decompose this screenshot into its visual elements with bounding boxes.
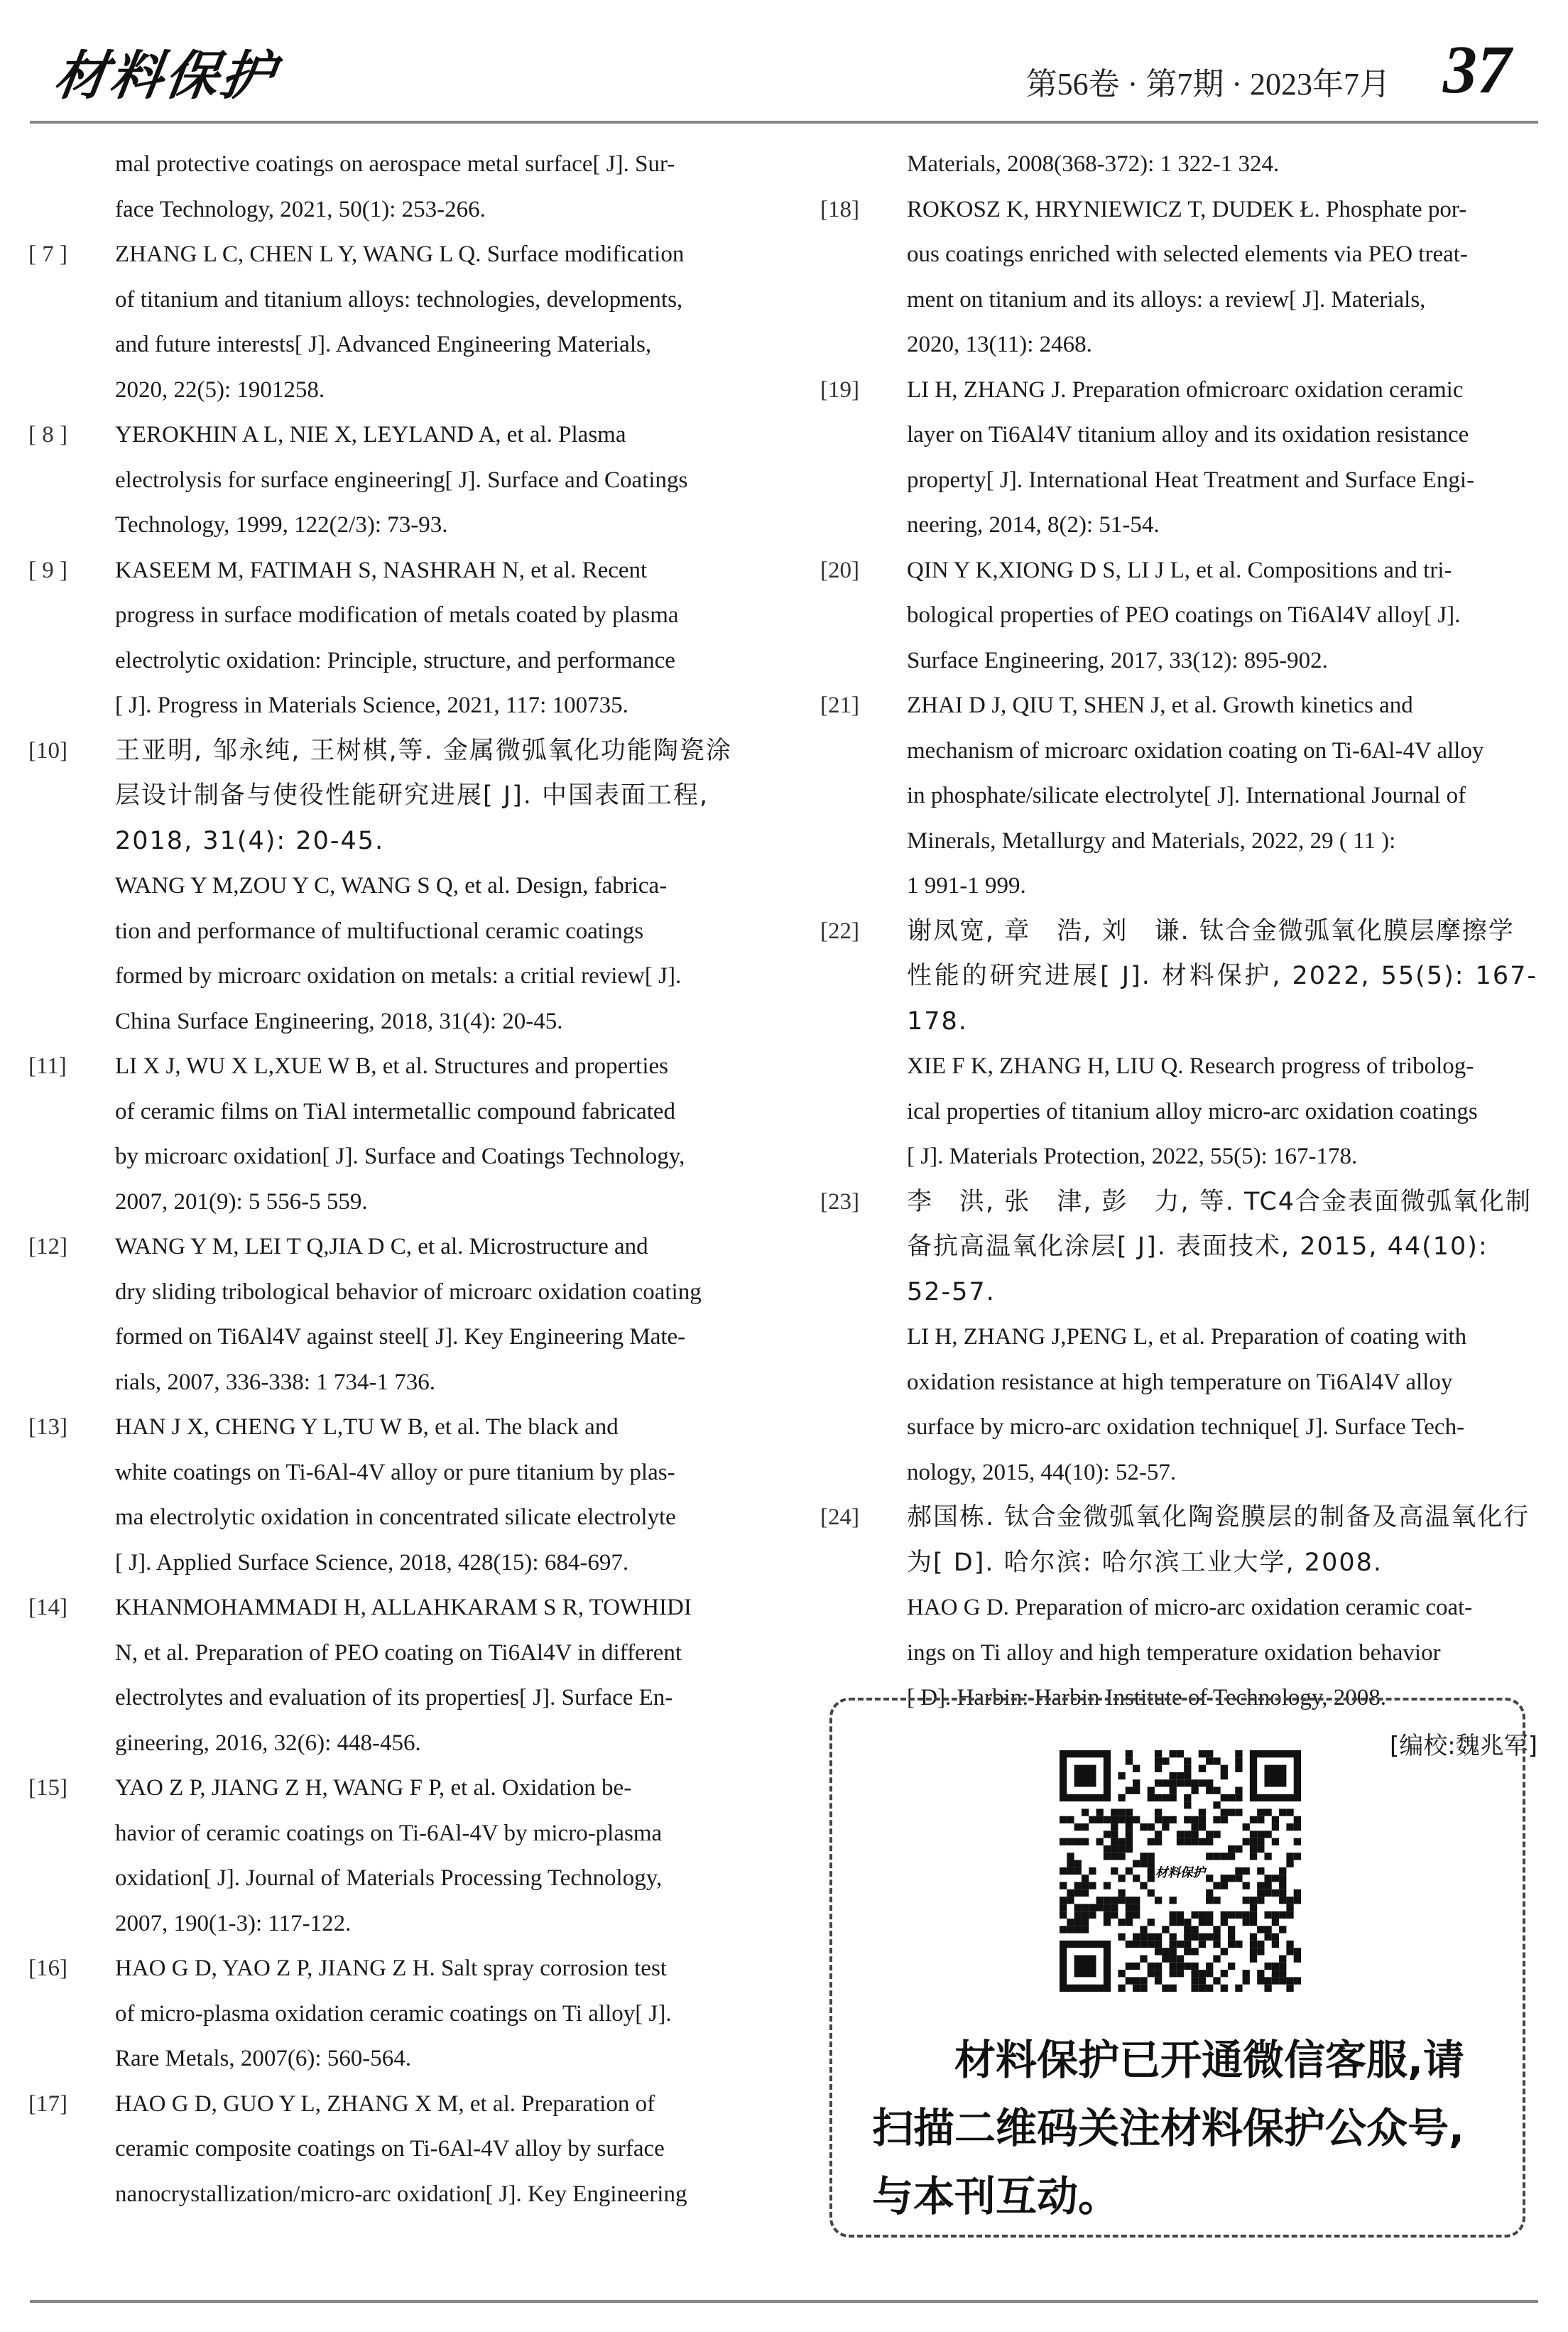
left-column [28, 142, 746, 2217]
reference-line: electrolytic oxidation: Principle, structure, and performance [115, 647, 675, 673]
editor-credit: [编校:魏兆军] [1390, 1731, 1537, 1760]
reference-line: LI H, ZHANG J,PENG L, et al. Preparation of coating with [907, 1324, 1467, 1350]
reference-line: of ceramic films on TiAl intermetallic compound fabricated [115, 1098, 676, 1124]
reference-line: Minerals, Metallurgy and Materials, 2022, 29 ( 11 ): [907, 828, 1396, 854]
reference-number: [19] [820, 376, 859, 403]
reference-item [820, 1495, 1537, 1721]
journal-logo: 材料保护 [50, 48, 281, 106]
reference-number: [16] [28, 1956, 67, 1981]
reference-item [820, 188, 1537, 368]
reference-line: 层设计制备与使役性能研究进展[ J]. 中国表面工程, [115, 781, 709, 810]
reference-line: surface by micro-arc oxidation technique[ J]. Surface Tech- [907, 1414, 1465, 1440]
reference-line: progress in surface modification of metals coated by plasma [115, 602, 679, 628]
reference-line: [ J]. Materials Protection, 2022, 55(5): 167-178. [907, 1144, 1358, 1169]
reference-item [820, 368, 1537, 548]
reference-line: mal protective coatings on aerospace metal surface[ J]. Sur- [115, 151, 675, 177]
reference-line: N, et al. Preparation of PEO coating on Ti6Al4V in different [115, 1639, 682, 1666]
reference-line: dry sliding tribological behavior of microarc oxidation coating [115, 1279, 702, 1305]
reference-item [28, 413, 746, 548]
reference-line: formed by microarc oxidation on metals: a critial review[ J]. [115, 963, 682, 989]
page-number: 37 [1443, 31, 1511, 107]
reference-number: [ 7 ] [28, 242, 67, 267]
reference-item [28, 548, 746, 729]
reference-line: property[ J]. International Heat Treatment and Surface Engi- [907, 467, 1475, 493]
reference-line: oxidation[ J]. Journal of Materials Processing Technology, [115, 1865, 663, 1891]
reference-line: Materials, 2008(368-372): 1 322-1 324. [907, 151, 1280, 177]
reference-line: and future interests[ J]. Advanced Engineering Materials, [115, 332, 652, 357]
reference-line: KHANMOHAMMADI H, ALLAHKARAM S R, TOWHIDI [115, 1595, 692, 1620]
reference-line: formed on Ti6Al4V against steel[ J]. Key Engineering Mate- [115, 1324, 686, 1350]
reference-line: 李 洪, 张 津, 彭 力, 等. TC4合金表面微弧氧化制 [907, 1187, 1532, 1216]
reference-number: [15] [28, 1775, 67, 1801]
reference-line: 性能的研究进展[ J]. 材料保护, 2022, 55(5): 167-178. [907, 962, 1537, 1036]
right-column [820, 142, 1537, 1767]
reference-line: 2020, 13(11): 2468. [907, 332, 1092, 357]
reference-line: ceramic composite coatings on Ti-6Al-4V alloy by surface [115, 2136, 665, 2162]
reference-item [28, 1225, 746, 1405]
reference-line: HAO G D, GUO Y L, ZHANG X M, et al. Preparation of [115, 2090, 655, 2117]
reference-line: in phosphate/silicate electrolyte[ J]. International Journal of [907, 783, 1466, 808]
reference-line: 2020, 22(5): 1901258. [115, 376, 325, 403]
reference-number: [24] [820, 1504, 859, 1530]
qr-center-label: 材料保护 [1155, 1866, 1205, 1881]
reference-number: [23] [820, 1188, 859, 1215]
reference-number: [20] [820, 557, 859, 583]
reference-line: 郝国栋. 钛合金微弧氧化陶瓷膜层的制备及高温氧化行 [907, 1503, 1530, 1531]
reference-line: electrolytes and evaluation of its properties[ J]. Surface En- [115, 1685, 673, 1710]
reference-line: LI X J, WU X L,XUE W B, et al. Structures and properties [115, 1053, 669, 1079]
reference-line: mechanism of microarc oxidation coating on Ti-6Al-4V alloy [907, 737, 1484, 764]
reference-line: neering, 2014, 8(2): 51-54. [907, 512, 1160, 538]
reference-line: electrolysis for surface engineering[ J]. Surface and Coatings [115, 467, 688, 493]
reference-line: [ J]. Progress in Materials Science, 2021, 117: 100735. [115, 693, 628, 718]
reference-item [820, 683, 1537, 909]
reference-line: 2018, 31(4): 20-45. [115, 826, 385, 855]
reference-line: of micro-plasma oxidation ceramic coatings on Ti alloy[ J]. [115, 2000, 672, 2027]
page-header [0, 0, 1568, 121]
reference-line: ZHANG L C, CHEN L Y, WANG L Q. Surface modification [115, 242, 685, 267]
reference-item [28, 1946, 746, 2082]
reference-line: 2007, 201(9): 5 556-5 559. [115, 1188, 368, 1215]
reference-line: XIE F K, ZHANG H, LIU Q. Research progress of tribolog- [907, 1053, 1474, 1079]
reference-line: HAO G D, YAO Z P, JIANG Z H. Salt spray corrosion test [115, 1956, 667, 1981]
reference-number: [12] [28, 1234, 67, 1259]
qr-code-icon[interactable] [1060, 1750, 1301, 1992]
reference-line: ical properties of titanium alloy micro-arc oxidation coatings [907, 1098, 1478, 1124]
reference-line: 为[ D]. 哈尔滨: 哈尔滨工业大学, 2008. [907, 1548, 1383, 1577]
reference-line: 52-57. [907, 1277, 996, 1306]
reference-line: HAN J X, CHENG Y L,TU W B, et al. The black and [115, 1414, 619, 1440]
reference-item [820, 142, 1537, 188]
reference-line: white coatings on Ti-6Al-4V alloy or pure titanium by plas- [115, 1459, 675, 1485]
reference-item [28, 1044, 746, 1225]
reference-line: ment on titanium and its alloys: a review[ J]. Materials, [907, 286, 1426, 313]
reference-line: ZHAI D J, QIU T, SHEN J, et al. Growth kinetics and [907, 693, 1413, 718]
reference-line: [ D]. Harbin: Harbin Institute of Technology, 2008. [907, 1685, 1386, 1710]
reference-line: layer on Ti6Al4V titanium alloy and its oxidation resistance [907, 422, 1469, 448]
reference-line: KASEEM M, FATIMAH S, NASHRAH N, et al. Recent [115, 557, 648, 583]
reference-line: 谢凤宽, 章 浩, 刘 谦. 钛合金微弧氧化膜层摩擦学 [907, 916, 1515, 945]
reference-line: of titanium and titanium alloys: technologies, developments, [115, 286, 683, 313]
reference-line: face Technology, 2021, 50(1): 253-266. [115, 196, 486, 222]
reference-number: [18] [820, 196, 859, 222]
reference-line: ings on Ti alloy and high temperature oxidation behavior [907, 1639, 1441, 1666]
reference-line: 备抗高温氧化涂层[ J]. 表面技术, 2015, 44(10): [907, 1232, 1488, 1261]
reference-line: YAO Z P, JIANG Z H, WANG F P, et al. Oxidation be- [115, 1775, 632, 1801]
reference-item [820, 548, 1537, 684]
footer-rule [30, 2300, 1538, 2303]
reference-line: Surface Engineering, 2017, 33(12): 895-902. [907, 647, 1328, 673]
reference-number: [14] [28, 1595, 67, 1620]
reference-item [820, 1180, 1537, 1496]
reference-line: HAO G D. Preparation of micro-arc oxidation ceramic coat- [907, 1595, 1473, 1620]
reference-number: [13] [28, 1414, 67, 1440]
reference-item [28, 232, 746, 413]
reference-line: Rare Metals, 2007(6): 560-564. [115, 2046, 411, 2071]
reference-line: China Surface Engineering, 2018, 31(4): 20-45. [115, 1008, 563, 1034]
reference-line: QIN Y K,XIONG D S, LI J L, et al. Compositions and tri- [907, 557, 1452, 583]
reference-line: rials, 2007, 336-338: 1 734-1 736. [115, 1369, 435, 1395]
reference-line: WANG Y M,ZOU Y C, WANG S Q, et al. Design, fabrica- [115, 873, 668, 899]
reference-number: [ 9 ] [28, 557, 67, 583]
reference-line: tion and performance of multifuctional ceramic coatings [115, 918, 644, 944]
reference-line: [ J]. Applied Surface Science, 2018, 428(15): 684-697. [115, 1549, 629, 1576]
reference-line: WANG Y M, LEI T Q,JIA D C, et al. Microstructure and [115, 1234, 648, 1259]
reference-item [28, 1585, 746, 1766]
reference-line: ous coatings enriched with selected elements via PEO treat- [907, 242, 1468, 267]
reference-item [28, 1405, 746, 1585]
reference-line: nanocrystallization/micro-arc oxidation[ J]. Key Engineering [115, 2181, 687, 2207]
reference-line: LI H, ZHANG J. Preparation ofmicroarc oxidation ceramic [907, 376, 1464, 403]
reference-line: 王亚明, 邹永纯, 王树棋,等. 金属微弧氧化功能陶瓷涂 [115, 736, 732, 765]
header-rule [30, 121, 1538, 124]
reference-item [28, 1766, 746, 1946]
issue-info: 第56卷 · 第7期 · 2023年7月 [1025, 67, 1390, 102]
reference-line: 1 991-1 999. [907, 873, 1026, 899]
reference-number: [10] [28, 737, 67, 764]
reference-line: ROKOSZ K, HRYNIEWICZ T, DUDEK Ł. Phosphate por- [907, 196, 1467, 222]
reference-line: bological properties of PEO coatings on Ti6Al4V alloy[ J]. [907, 602, 1461, 628]
reference-item [820, 909, 1537, 1180]
reference-number: [21] [820, 693, 859, 718]
reference-line: ma electrolytic oxidation in concentrated silicate electrolyte [115, 1504, 676, 1530]
reference-line: oxidation resistance at high temperature on Ti6Al4V alloy [907, 1369, 1453, 1395]
reference-line: gineering, 2016, 32(6): 448-456. [115, 1730, 421, 1756]
reference-line: nology, 2015, 44(10): 52-57. [907, 1459, 1177, 1485]
reference-line: 2007, 190(1-3): 117-122. [115, 1910, 352, 1936]
promo-text: 材料保护已开通微信客服,请扫描二维码关注材料保护公众号,与本刊互动。 [872, 2036, 1465, 2220]
reference-line: YEROKHIN A L, NIE X, LEYLAND A, et al. Plasma [115, 422, 626, 448]
reference-number: [ 8 ] [28, 422, 67, 448]
reference-item [28, 142, 746, 232]
reference-number: [11] [28, 1053, 67, 1079]
reference-number: [17] [28, 2090, 67, 2117]
reference-number: [22] [820, 918, 859, 944]
wechat-promo-box [829, 1698, 1525, 2238]
reference-item [28, 729, 746, 1045]
reference-item [28, 2082, 746, 2218]
reference-line: Technology, 1999, 122(2/3): 73-93. [115, 512, 448, 538]
reference-line: by microarc oxidation[ J]. Surface and Coatings Technology, [115, 1144, 685, 1169]
reference-line: havior of ceramic coatings on Ti-6Al-4V by micro-plasma [115, 1820, 663, 1846]
